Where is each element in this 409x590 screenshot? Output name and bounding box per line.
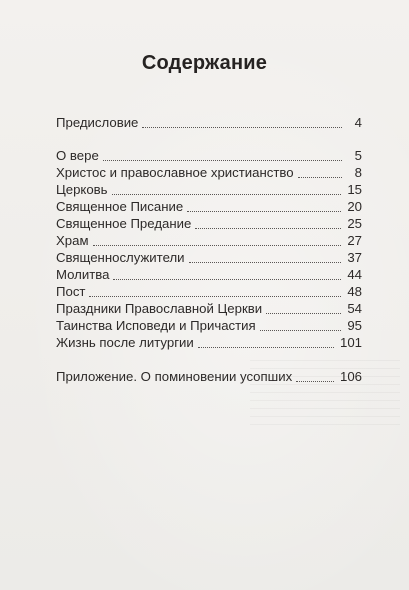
toc-leader [93,245,342,246]
toc-entry-label: Пост [56,284,86,299]
toc-leader [103,160,342,161]
toc-entry-label: О вере [56,148,99,163]
toc-entry [56,366,362,384]
page-title: Содержание [141,52,268,74]
toc-leader [89,296,341,297]
toc-leader [296,381,334,382]
toc-entry [56,281,362,299]
toc-entry-page: 8 [354,165,362,180]
toc-entry-label: Христос и православное христианство [56,165,294,180]
toc-leader [189,262,342,263]
toc-entry [56,162,362,180]
toc-entry [56,247,362,265]
toc-leader [142,127,342,128]
toc-entry-label: Церковь [56,182,108,197]
toc-entry-page: 27 [347,233,362,248]
toc-entry-page: 54 [347,301,362,316]
toc-entry-label: Приложение. О поминовении усопших [56,369,293,384]
toc-entry [56,112,362,130]
toc-entry-label: Храм [56,233,89,248]
toc-entry [56,179,362,197]
toc-entry [56,230,362,248]
toc-entry-page: 44 [347,267,362,282]
toc-leader [112,194,342,195]
toc-entry-label: Таинства Исповеди и Причастия [56,318,256,333]
toc-entry-label: Праздники Православной Церкви [56,301,263,316]
toc-entry-label: Молитва [56,267,110,282]
toc-entry [56,315,362,333]
toc-entry-page: 48 [347,284,362,299]
toc-entry-page: 5 [354,148,362,163]
toc-leader [187,211,341,212]
toc-entry [56,298,362,316]
toc-entry [56,145,362,163]
toc-entry-page: 20 [347,199,362,214]
toc-leader [298,177,342,178]
toc-entry-page: 95 [347,318,362,333]
toc-entry-page: 25 [347,216,362,231]
toc-entry-label: Священное Писание [56,199,184,214]
toc-leader [113,279,341,280]
toc-leader [266,313,341,314]
toc-entry-page: 15 [347,182,362,197]
toc-entry-page: 106 [339,369,362,384]
toc-entry [56,196,362,214]
toc-leader [260,330,342,331]
toc-entry-label: Священное Предание [56,216,192,231]
toc-leader [198,347,334,348]
toc-entry-label: Предисловие [56,115,139,130]
toc-entry-page: 4 [354,115,362,130]
toc-leader [195,228,341,229]
toc-entry-label: Священнослужители [56,250,185,265]
toc-entry-page: 37 [347,250,362,265]
toc-entry [56,213,362,231]
toc-entry [56,332,362,350]
toc-entry-page: 101 [339,335,362,350]
toc-entry-label: Жизнь после литургии [56,335,194,350]
toc-entry [56,264,362,282]
